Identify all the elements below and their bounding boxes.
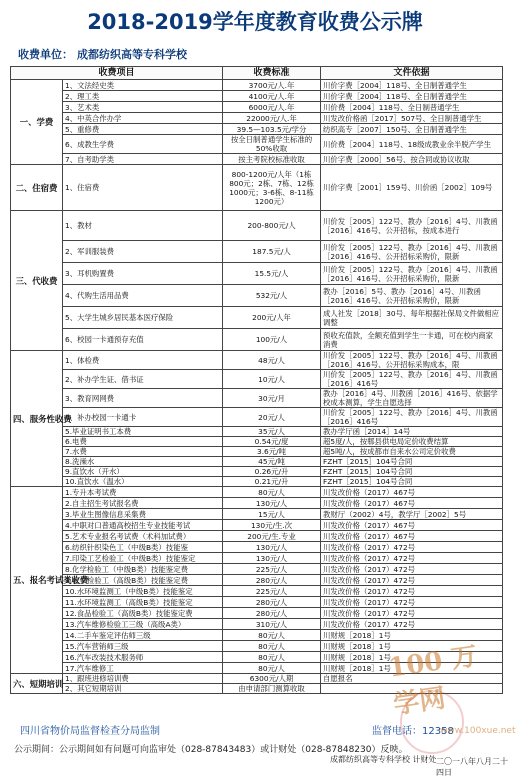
fee-item: 4.中职对口普通高校招生专业技能考试 — [63, 520, 223, 531]
fee-item: 2、理工类 — [63, 91, 223, 102]
table-row — [11, 329, 503, 351]
fee-item: 14.二手车鉴定评估师三级 — [63, 630, 223, 641]
fee-standard: 187.5元/人 — [223, 241, 321, 263]
table-row — [11, 154, 503, 165]
fee-standard: 80元/人 — [223, 652, 321, 663]
supervisor-text: 四川省物价局监督检查分局监制 — [20, 726, 160, 737]
page-title: 2018-2019学年度教育收费公示牌 — [87, 10, 423, 34]
fee-item: 8.洗澡水 — [63, 457, 223, 467]
fee-item: 6、成教生学费 — [63, 135, 223, 154]
fee-standard: 0.54元/度 — [223, 437, 321, 447]
fee-document: 自愿报名 — [321, 674, 503, 684]
table-row — [11, 408, 503, 427]
fee-document: 纺织高专［2007］150号、全日制普通学生 — [321, 124, 503, 135]
fee-document: 川价发［2005］122号、教办［2016］4号、川教函［2016］416号 — [321, 370, 503, 389]
fee-item: 7.水费 — [63, 447, 223, 457]
table-row — [11, 586, 503, 597]
table-row — [11, 370, 503, 389]
fee-document: FZHT［2015］104号合同 — [321, 457, 503, 467]
fee-standard: 48元/人 — [223, 351, 321, 370]
fee-standard: 130元/人 — [223, 498, 321, 509]
fee-document: 教办学厅函［2014］14号 — [321, 427, 503, 437]
fee-item: 2、其它短期培训 — [63, 684, 223, 694]
fee-item: 9.化学检验工（高级B类）技能鉴定费 — [63, 575, 223, 586]
fee-document: 川价字费［2000］56号、按合同或协议收取 — [321, 154, 503, 165]
fee-item: 7.印染工艺检验工（中级B类）技能鉴定 — [63, 553, 223, 564]
fee-item: 17.汽车维修工 — [63, 663, 223, 674]
fee-standard: 10元/人 — [223, 370, 321, 389]
table-row — [11, 427, 503, 437]
fee-standard: 6300元/人期 — [223, 674, 321, 684]
fee-standard: 800-1200元/人年（1栋800元；2栋、7栋、12栋1000元；3-6栋、8-11栋1200元） — [223, 165, 321, 211]
fee-document: 超5吨/人，按成都市自来水公司定价收费 — [321, 447, 503, 457]
fee-standard: 3.6元/吨 — [223, 447, 321, 457]
fee-document: 川财规［2018］1号 — [321, 630, 503, 641]
fee-item: 3、教育网网费 — [63, 389, 223, 408]
table-row — [11, 389, 503, 408]
table-row — [11, 564, 503, 575]
table-row — [11, 447, 503, 457]
table-header-row — [11, 67, 503, 80]
fee-standard: 35元/人 — [223, 427, 321, 437]
table-row — [11, 498, 503, 509]
fee-item: 1、文法经史类 — [63, 80, 223, 91]
fee-document: 超5度/人，按郫县供电局定价收费结算 — [321, 437, 503, 447]
fee-standard: 225元/人 — [223, 564, 321, 575]
header-item: 收费项目 — [11, 67, 223, 80]
fee-item: 10.直饮水（温水） — [63, 477, 223, 487]
fee-item: 2.自主招生考试报名费 — [63, 498, 223, 509]
table-row — [11, 597, 503, 608]
fee-document: 川发改价格（2017）467号 — [321, 520, 503, 531]
fee-document: 川发改价格（2017）472号 — [321, 542, 503, 553]
table-row — [11, 487, 503, 498]
table-row — [11, 630, 503, 641]
fee-item: 4、中英合作办学 — [63, 113, 223, 124]
fee-item: 10.水环境监测工（中级B类）技能鉴定 — [63, 586, 223, 597]
fee-document: FZHT［2015］104号合同 — [321, 467, 503, 477]
fee-item: 8.化学检验工（中级B类）技能鉴定费 — [63, 564, 223, 575]
fee-standard: 80元/人 — [223, 487, 321, 498]
fee-standard: 6000元/人.年 — [223, 102, 321, 113]
fee-document: 川发改价格（2017）472号 — [321, 608, 503, 619]
fee-document: 川发改价格（2017）467号 — [321, 498, 503, 509]
fee-document: 川价发［2005］122号、教办［2016］4号、川教函［2016］416号、公开招标采购成本，限 — [321, 351, 503, 370]
fee-document: FZHT［2015］104号合同 — [321, 477, 503, 487]
unit-name: 成都纺织高等专科学校 — [77, 48, 187, 61]
fee-item: 6、校园一卡通预存充值 — [63, 329, 223, 351]
fee-standard: 45元/吨 — [223, 457, 321, 467]
fee-standard: 200-800元/人 — [223, 211, 321, 241]
table-row — [11, 575, 503, 586]
header-document: 文件依据 — [321, 67, 503, 80]
fee-standard: 280元/人 — [223, 608, 321, 619]
table-row — [11, 91, 503, 102]
fee-item: 3.毕业生图像信息采集费 — [63, 509, 223, 520]
fee-document: 川发改价格（2017）472号 — [321, 586, 503, 597]
fee-standard: 39.5—103.5元/学分 — [223, 124, 321, 135]
fee-standard: 130元/人 — [223, 553, 321, 564]
table-row — [11, 467, 503, 477]
table-row — [11, 285, 503, 307]
fee-item: 11.水环境监测工（高级B类）技能鉴定 — [63, 597, 223, 608]
fee-standard: 280元/人 — [223, 575, 321, 586]
fee-item: 3、艺术类 — [63, 102, 223, 113]
fee-item: 5、大学生城乡居民基本医疗保险 — [63, 307, 223, 329]
fee-item: 6.纺织针织染色工（中级B类）技能鉴 — [63, 542, 223, 553]
table-row — [11, 135, 503, 154]
table-row — [11, 608, 503, 619]
fee-document: 川发改价格（2017）467号 — [321, 531, 503, 542]
watermark-url: www.100xue.net — [440, 726, 516, 736]
fee-document: 川发改价格（2017）472号 — [321, 564, 503, 575]
fee-document: 川价发［2005］122号、教办［2016］4号、川教函［2016］416号、公开招标，按成本进行 — [321, 211, 503, 241]
fee-standard: 0.21元/升 — [223, 477, 321, 487]
category-cat1: 一、学费 — [11, 80, 63, 165]
fee-standard: 130元/生.次 — [223, 520, 321, 531]
fee-document: 川发改价格（2017）472号 — [321, 597, 503, 608]
fee-item: 5、重修费 — [63, 124, 223, 135]
fee-document: 川价费［2004］118号、18级成教业余半脱产学生 — [321, 135, 503, 154]
fee-standard: 30元/月 — [223, 389, 321, 408]
table-row — [11, 165, 503, 211]
fee-item: 9.直饮水（开水） — [63, 467, 223, 477]
fee-standard: 100元/人 — [223, 329, 321, 351]
fee-standard: 20元/人 — [223, 408, 321, 427]
fee-document: 川发改价格（2017）472号 — [321, 575, 503, 586]
fee-standard: 200元/人年 — [223, 307, 321, 329]
fee-item: 3、耳机购置费 — [63, 263, 223, 285]
fee-standard: 15元/人 — [223, 509, 321, 520]
fee-item: 16.汽车改装技术服务师 — [63, 652, 223, 663]
table-row — [11, 351, 503, 370]
date-text: 二〇一八年八月二十四日 — [436, 757, 508, 777]
table-row — [11, 553, 503, 564]
category-cat5: 五、报名考试类收费 — [11, 487, 63, 674]
table-row — [11, 542, 503, 553]
charging-unit — [14, 46, 187, 62]
fee-standard: 280元/人 — [223, 597, 321, 608]
table-row — [11, 241, 503, 263]
fee-standard: 225元/人 — [223, 586, 321, 597]
table-row — [11, 80, 503, 91]
fee-standard: 4100元/人.年 — [223, 91, 321, 102]
fee-standard: 80元/人 — [223, 641, 321, 652]
signer-text: 成都纺织高等专科学校 计财处 — [330, 755, 437, 764]
fee-standard: 200元/生.专业 — [223, 531, 321, 542]
table-row — [11, 113, 503, 124]
fee-item: 15.汽车营销师三级 — [63, 641, 223, 652]
watermark-logo: 100 万学网 — [386, 641, 480, 721]
fee-document: 川价发［2005］122号、教办［2016］4号、川教函［2016］416号 — [321, 408, 503, 427]
fee-item: 2、军训服装费 — [63, 241, 223, 263]
table-row — [11, 437, 503, 447]
table-row — [11, 102, 503, 113]
fee-item: 2、补办学生证、借书证 — [63, 370, 223, 389]
fee-document: 川价费［2004］118号、全日制普通学生 — [321, 102, 503, 113]
fee-item: 1、教材 — [63, 211, 223, 241]
fee-standard: 按全日制普通学生标准的50%收取 — [223, 135, 321, 154]
table-row — [11, 124, 503, 135]
fee-item: 1、跟班进修培训费 — [63, 674, 223, 684]
table-row — [11, 619, 503, 630]
fee-standard: 80元/人 — [223, 663, 321, 674]
fee-document: 川发改价格函［2017］507号、全日制普通学生 — [321, 113, 503, 124]
fee-document: 川价字费［2004］118号、全日制普通学生 — [321, 80, 503, 91]
category-cat4: 四、服务性收费 — [11, 351, 63, 487]
fee-document: 川价发［2005］122号、教办［2016］4号、川教函［2016］416号、公开招标采购价，限新 — [321, 263, 503, 285]
fee-standard: 按主考院校标准收取 — [223, 154, 321, 165]
fee-standard: 15.5元/人 — [223, 263, 321, 285]
fee-document: 川发改价格（2017）472号 — [321, 619, 503, 630]
fee-item: 1、住宿费 — [63, 165, 223, 211]
fee-item: 12.食品检验工（高级B类）技能鉴定费 — [63, 608, 223, 619]
fee-document: 川价发［2005］122号、教办［2016］4号、川教函［2016］416号、公开招标采购价，限新 — [321, 241, 503, 263]
fee-standard: 532元/人 — [223, 285, 321, 307]
fee-document: 川财规［2018］1号 — [321, 663, 503, 674]
fee-item: 7、自考助学类 — [63, 154, 223, 165]
table-row — [11, 531, 503, 542]
fee-document: 川发改价格（2017）472号 — [321, 553, 503, 564]
fee-standard: 0.26元/升 — [223, 467, 321, 477]
fee-standard: 80元/人 — [223, 630, 321, 641]
fee-standard: 3700元/人.年 — [223, 80, 321, 91]
fee-document: 教办［2016］5号、教办［2016］4号、川教函［2016］416号、公开招标采购价，限新 — [321, 285, 503, 307]
fee-document: 川价字费［2004］118号、全日制普通学生 — [321, 91, 503, 102]
fee-standard: 22000元/人.年 — [223, 113, 321, 124]
table-row — [11, 457, 503, 467]
fee-item: 6.电费 — [63, 437, 223, 447]
header-standard: 收费标准 — [223, 67, 321, 80]
notice-text: 公示期间：公示期间如有问题可向监审处（028-87843483）或计财处（028-87848230）反映。 — [14, 745, 408, 755]
table-body — [11, 80, 503, 694]
fee-item: 1.专升本考试费 — [63, 487, 223, 498]
fee-document: 成人社发［2018］30号、每年根据社保局文件做相应调整 — [321, 307, 503, 329]
fee-document: 川财规［2018］1号 — [321, 641, 503, 652]
fee-standard: 由申请部门测算收取 — [223, 684, 321, 694]
category-cat6: 六、短期培训 — [11, 674, 63, 694]
fee-document: 预收充值款，全额充值到学生一卡通，可在校内商家消费 — [321, 329, 503, 351]
fee-document: 川价字费［2001］159号、川价函［2002］109号 — [321, 165, 503, 211]
fee-item: 5.艺术专业报名考试费（术科加试费） — [63, 531, 223, 542]
fee-table — [10, 66, 503, 694]
fee-document: 川发改价格（2017）467号 — [321, 487, 503, 498]
fee-standard: 130元/人 — [223, 542, 321, 553]
hotline-text: 监督电话：12358 — [372, 726, 454, 737]
category-cat3: 三、代收费 — [11, 211, 63, 351]
fee-document: 川财规［2018］1号 — [321, 652, 503, 663]
table-row — [11, 477, 503, 487]
unit-label: 收费单位： — [18, 48, 73, 61]
table-row — [11, 211, 503, 241]
fee-item: 5.毕业证明书工本费 — [63, 427, 223, 437]
fee-item: 4、代购生活用品费 — [63, 285, 223, 307]
table-row — [11, 263, 503, 285]
fee-item: 4、补办校园一卡通卡 — [63, 408, 223, 427]
table-row — [11, 520, 503, 531]
fee-item: 1、体检费 — [63, 351, 223, 370]
table-row — [11, 509, 503, 520]
fee-document: 教办［2016］4号、川教函［2016］416号、依据学校成本测算，学生自愿选择 — [321, 389, 503, 408]
fee-document: 教财厅（2002）4号，教学厅［2002］5号 — [321, 509, 503, 520]
table-row — [11, 307, 503, 329]
fee-standard: 310元/人 — [223, 619, 321, 630]
fee-item: 13.汽车维修检验工三级（高级A类） — [63, 619, 223, 630]
category-cat2: 二、住宿费 — [11, 165, 63, 211]
